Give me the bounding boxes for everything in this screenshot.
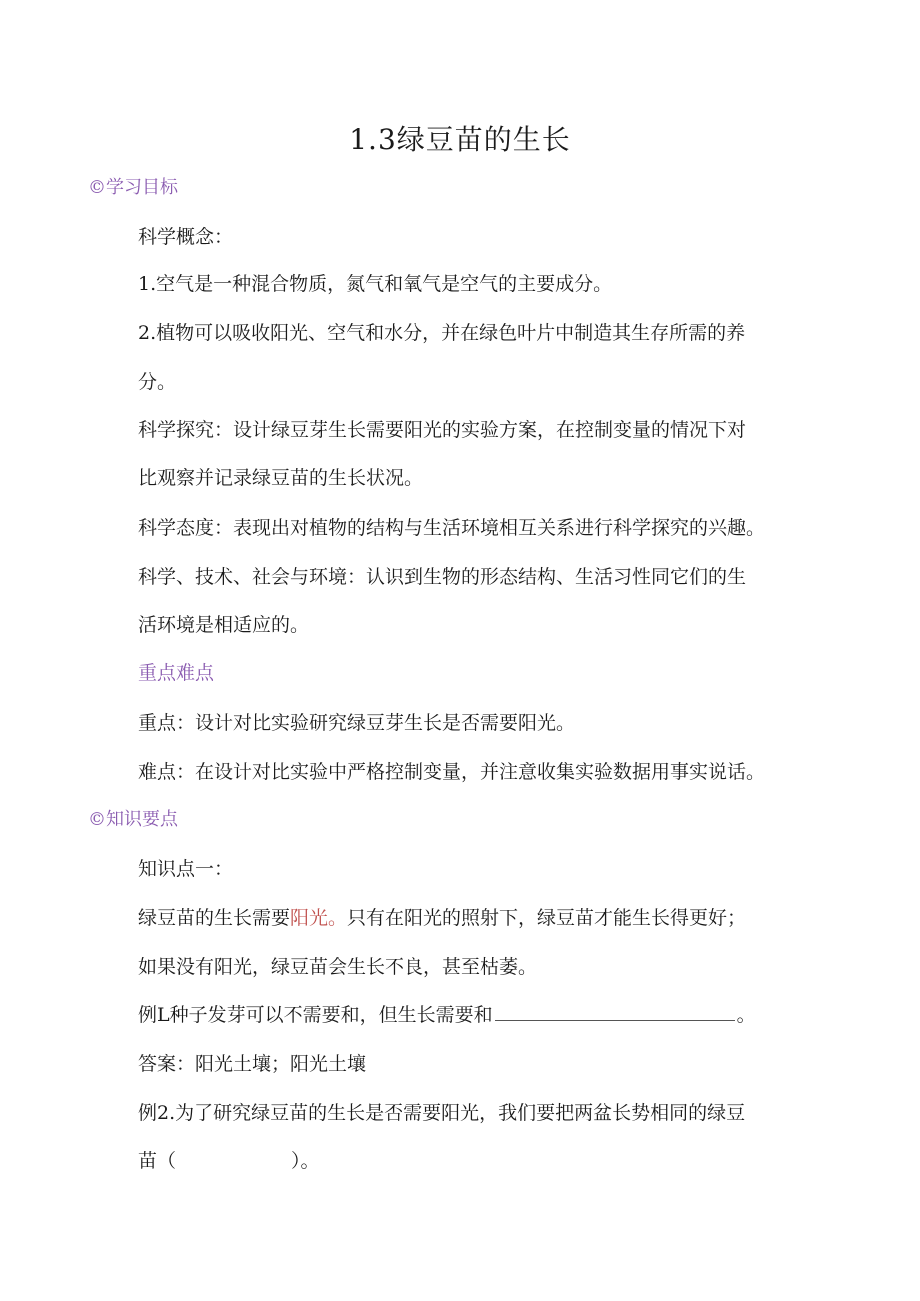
- attitude-line: 科学态度：表现出对植物的结构与生活环境相互关系进行科学探究的兴趣。: [138, 517, 766, 539]
- example-2-post: ）。: [291, 1150, 320, 1172]
- inquiry-line2: 比观察并记录绿豆苗的生长状况。: [138, 467, 424, 489]
- knowledge-text-post: 只有在阳光的照射下，绿豆苗才能生长得更好；: [347, 907, 747, 929]
- difficulty-line: 难点：在设计对比实验中严格控制变量，并注意收集实验数据用事实说话。: [138, 761, 766, 783]
- page-title: 1.3绿豆苗的生长: [349, 123, 571, 156]
- concept-item-1: 1.空气是一种混合物质，氮气和氧气是空气的主要成分。: [138, 273, 613, 295]
- answer-line: 答案：阳光土壤；阳光土壤: [138, 1053, 367, 1075]
- example-2-line1: 例2.为了研究绿豆苗的生长是否需要阳光，我们要把两盆长势相同的绿豆: [138, 1102, 746, 1124]
- sts-line1: 科学、技术、社会与环境：认识到生物的形态结构、生活习性同它们的生: [138, 566, 747, 588]
- concept-label: 科学概念：: [138, 226, 234, 248]
- knowledge-point-1-line2: 如果没有阳光，绿豆苗会生长不良，甚至枯萎。: [138, 956, 538, 978]
- example-1-text: 例L种子发芽可以不需要和，但生长需要和: [138, 1004, 493, 1026]
- highlight-sunlight: 阳光。: [290, 907, 348, 929]
- example-1-end: 。: [736, 1004, 756, 1026]
- inquiry-line1: 科学探究：设计绿豆芽生长需要阳光的实验方案，在控制变量的情况下对: [138, 419, 747, 441]
- knowledge-point-1-label: 知识点一：: [138, 858, 234, 880]
- example-2-pre: 苗（: [138, 1150, 177, 1172]
- section-heading-objectives: ©学习目标: [88, 177, 178, 198]
- fill-in-blank: [495, 1002, 735, 1021]
- example-1: [138, 1002, 756, 1028]
- concept-item-2-line1: 2.植物可以吸收阳光、空气和水分，并在绿色叶片中制造其生存所需的养: [138, 322, 746, 344]
- example-2-line2: [138, 1148, 320, 1174]
- sts-line2: 活环境是相适应的。: [138, 614, 310, 636]
- knowledge-point-1-line1: [138, 905, 746, 931]
- key-point-line: 重点：设计对比实验研究绿豆芽生长是否需要阳光。: [138, 712, 576, 734]
- key-points-heading: 重点难点: [138, 662, 215, 684]
- knowledge-text-pre: 绿豆苗的生长需要: [138, 907, 291, 929]
- section-heading-knowledge: ©知识要点: [88, 809, 178, 830]
- concept-item-2-line2: 分。: [138, 371, 177, 393]
